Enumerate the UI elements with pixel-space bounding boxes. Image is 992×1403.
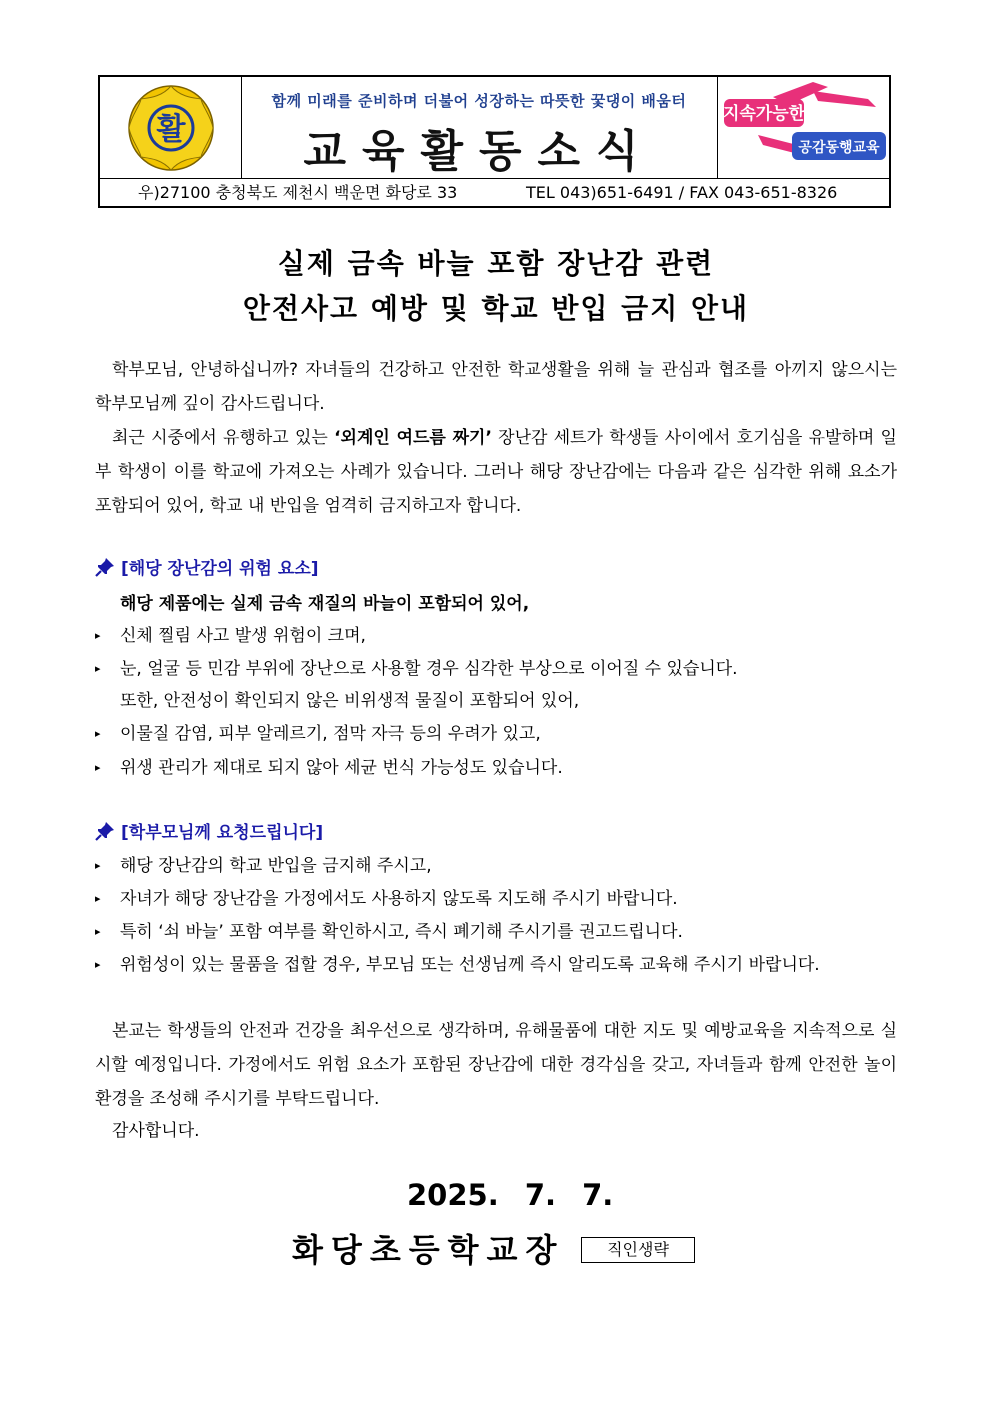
stamp-omitted-label: 직인생략 [581,1237,695,1263]
risk-item-text: 위생 관리가 제대로 되지 않아 세균 번식 가능성도 있습니다. [120,758,563,778]
intro-paragraph-1-text: 학부모님, 안녕하십니까? 자녀들의 건강하고 안전한 학교생활을 위해 늘 관심과 협조를 아끼지 않으시는 학부모님께 깊이 감사드립니다. [95,360,897,414]
issue-date: 2025. 7. 7. [407,1178,614,1212]
school-emblem-icon [100,77,241,178]
header-contact-row [100,178,889,208]
closing-paragraph-text: 본교는 학생들의 안전과 건강을 최우선으로 생각하며, 유해물품에 대한 지도 및 예방교육을 지속적으로 실시할 예정입니다. 가정에서도 위험 요소가 포함된 장난감에 대한 경각심을 갖고, 자녀들과 함께 안전한 놀이 환경을 조성해 주시기를 부탁드립니다. [95,1021,897,1109]
logo-text: 활 [156,112,186,147]
pushpin-icon [95,557,115,577]
closing-paragraph [95,1014,897,1116]
header-title-cell [241,77,717,178]
badge-cell [717,77,890,178]
list-item [95,852,432,880]
document-title-line1: 실제 금속 바늘 포함 장난감 관련 [277,247,715,280]
request-item-text: 해당 장난감의 학교 반입을 금지해 주시고, [120,856,432,876]
principal-signature: 화당초등학교장 [292,1231,565,1269]
sustainable-education-badge [718,77,890,178]
badge-line1: 지속가능한 [722,104,806,124]
newsletter-title: 교육활동소식 [303,126,655,177]
section-request-heading [95,819,323,847]
triangle-bullet-icon: ▸ [95,892,101,905]
risk-mid-text: 또한, 안전성이 확인되지 않은 비위생적 물질이 포함되어 있어, [120,691,580,711]
school-address: 우)27100 충청북도 제천시 백운면 화당로 33 [138,183,458,202]
request-item-text: 위험성이 있는 물품을 접할 경우, 부모님 또는 선생님께 즉시 알리도록 교육해 주시기 바랍니다. [120,955,820,975]
badge-line2: 공감동행교육 [798,140,880,156]
intro-paragraph-2-post: 장난감 세트가 학생들 사이에서 호기심을 유발하며 일부 학생이 이를 학교에 가져오는 사례가 있습니다. 그러나 해당 장난감에는 다음과 같은 심각한 위해 요소가 포함되어 있어, 학교 내 반입을 엄격히 금지하고자 합니다. [95,428,897,516]
list-item [95,622,366,650]
school-contact: TEL 043)651-6491 / FAX 043-651-8326 [526,183,838,202]
list-item [95,918,683,946]
triangle-bullet-icon: ▸ [95,958,101,971]
risk-item-text: 이물질 감염, 피부 알레르기, 점막 자극 등의 우려가 있고, [120,724,541,744]
intro-paragraph-2-pre: 최근 시중에서 유행하고 있는 [112,428,335,448]
triangle-bullet-icon: ▸ [95,662,101,675]
risk-item-text: 눈, 얼굴 등 민감 부위에 장난으로 사용할 경우 심각한 부상으로 이어질 수 있습니다. [120,659,738,679]
newsletter-header [98,75,891,208]
pushpin-icon [95,821,115,841]
risk-item-text: 신체 찔림 사고 발생 위험이 크며, [120,626,366,646]
section-risk-heading-text: [해당 장난감의 위험 요소] [121,559,319,579]
document-title-line2: 안전사고 예방 및 학교 반입 금지 안내 [242,292,750,325]
school-logo-cell [100,77,242,178]
list-item [95,754,563,782]
triangle-bullet-icon: ▸ [95,859,101,872]
intro-paragraph-1 [95,353,897,421]
triangle-bullet-icon: ▸ [95,925,101,938]
school-slogan: 함께 미래를 준비하며 더불어 성장하는 따뜻한 꿏댕이 배움터 [271,92,687,110]
toy-name-emphasis: ‘외계인 여드름 짜기’ [334,428,492,448]
header-top-row [100,77,889,179]
section-risk-heading [95,555,319,583]
list-item [95,720,541,748]
triangle-bullet-icon: ▸ [95,761,101,774]
intro-paragraph-2 [95,421,897,523]
list-item [95,655,738,683]
risk-lead-text: 해당 제품에는 실제 금속 재질의 바늘이 포함되어 있어, [120,594,530,614]
section-request-heading-text: [학부모님께 요청드립니다] [121,823,324,843]
triangle-bullet-icon: ▸ [95,629,101,642]
request-item-text: 자녀가 해당 장난감을 가정에서도 사용하지 않도록 지도해 주시기 바랍니다. [120,889,678,909]
thanks-text: 감사합니다. [112,1121,200,1141]
triangle-bullet-icon: ▸ [95,727,101,740]
request-item-text: 특히 ‘쇠 바늘’ 포함 여부를 확인하시고, 즉시 폐기해 주시기를 권고드립니다. [120,922,683,942]
list-item [95,885,678,913]
list-item [95,951,820,979]
